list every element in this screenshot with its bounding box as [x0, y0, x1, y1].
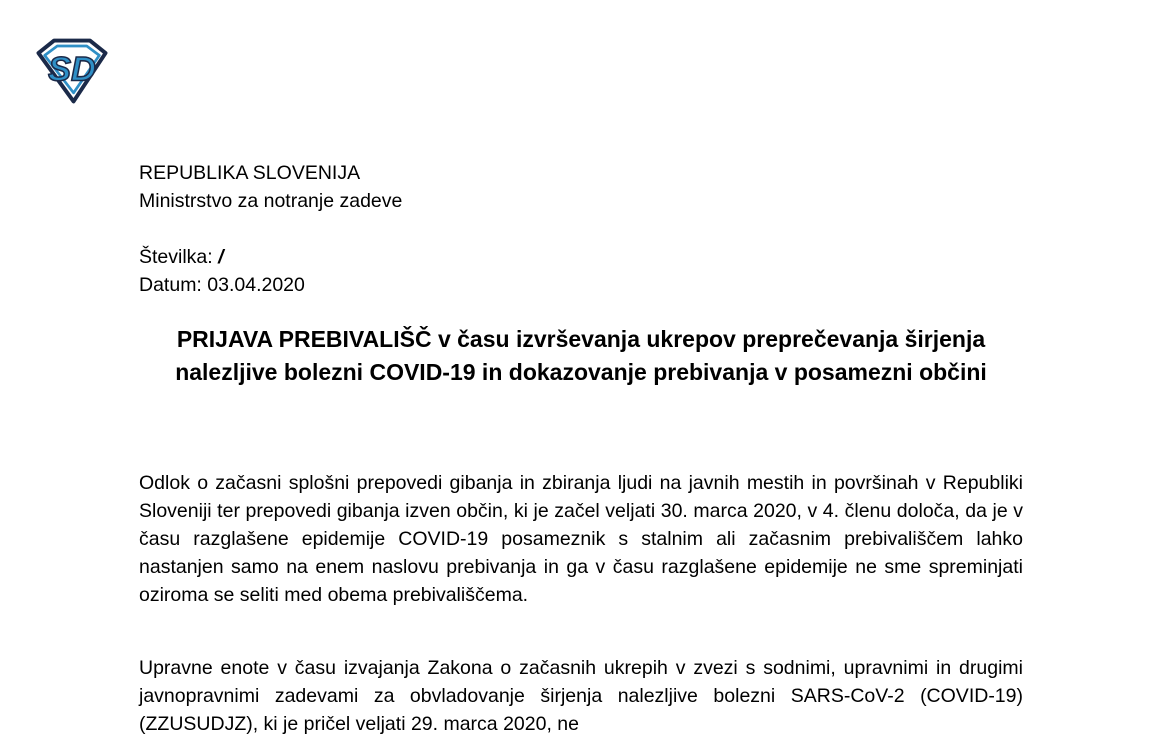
body-paragraph-1: Odlok o začasni splošni prepovedi gibanja in zbiranja ljudi na javnih mestih in površinah v Republiki Sloveniji ter prepovedi gibanja izven občin, ki je začel veljati 30. marca 2020, v 4. členu določa, da je v času razglašene epidemije COVID-19 posameznik s stalnim ali začasnim prebivališčem lahko nastanjen samo na enem naslovu prebivanja in ga v času razglašene epidemije ne sme spreminjati oziroma se seliti med obema prebivališčema. — [139, 472, 1023, 606]
document-number-label: Številka: — [139, 246, 219, 268]
document-meta — [139, 243, 305, 299]
sd-diamond-logo-icon — [33, 36, 111, 106]
letterhead — [139, 159, 402, 215]
letterhead-country: REPUBLIKA SLOVENIJA — [139, 162, 361, 184]
document-date-line — [139, 271, 305, 299]
document-number-value: / — [218, 246, 224, 268]
document-date-label: Datum: — [139, 274, 208, 296]
logo-letters: SD — [48, 50, 96, 89]
logo — [33, 36, 111, 106]
document-date-value: 03.04.2020 — [207, 274, 305, 296]
document-title: PRIJAVA PREBIVALIŠČ v času izvrševanja ukrepov preprečevanja širjenja nalezljive bolezni COVID-19 in dokazovanje prebivanja v posamezni občini — [175, 326, 987, 385]
document-number-line — [139, 243, 305, 271]
letterhead-ministry: Ministrstvo za notranje zadeve — [139, 190, 403, 212]
body-paragraph-2: Upravne enote v času izvajanja Zakona o začasnih ukrepih v zvezi s sodnimi, upravnimi in drugimi javnopravnimi zadevami za obvladovanje širjenja nalezljive bolezni SARS-CoV-2 (COVID-19) (ZZUSUDJZ), ki je pričel veljati 29. marca 2020, ne — [139, 657, 1023, 735]
